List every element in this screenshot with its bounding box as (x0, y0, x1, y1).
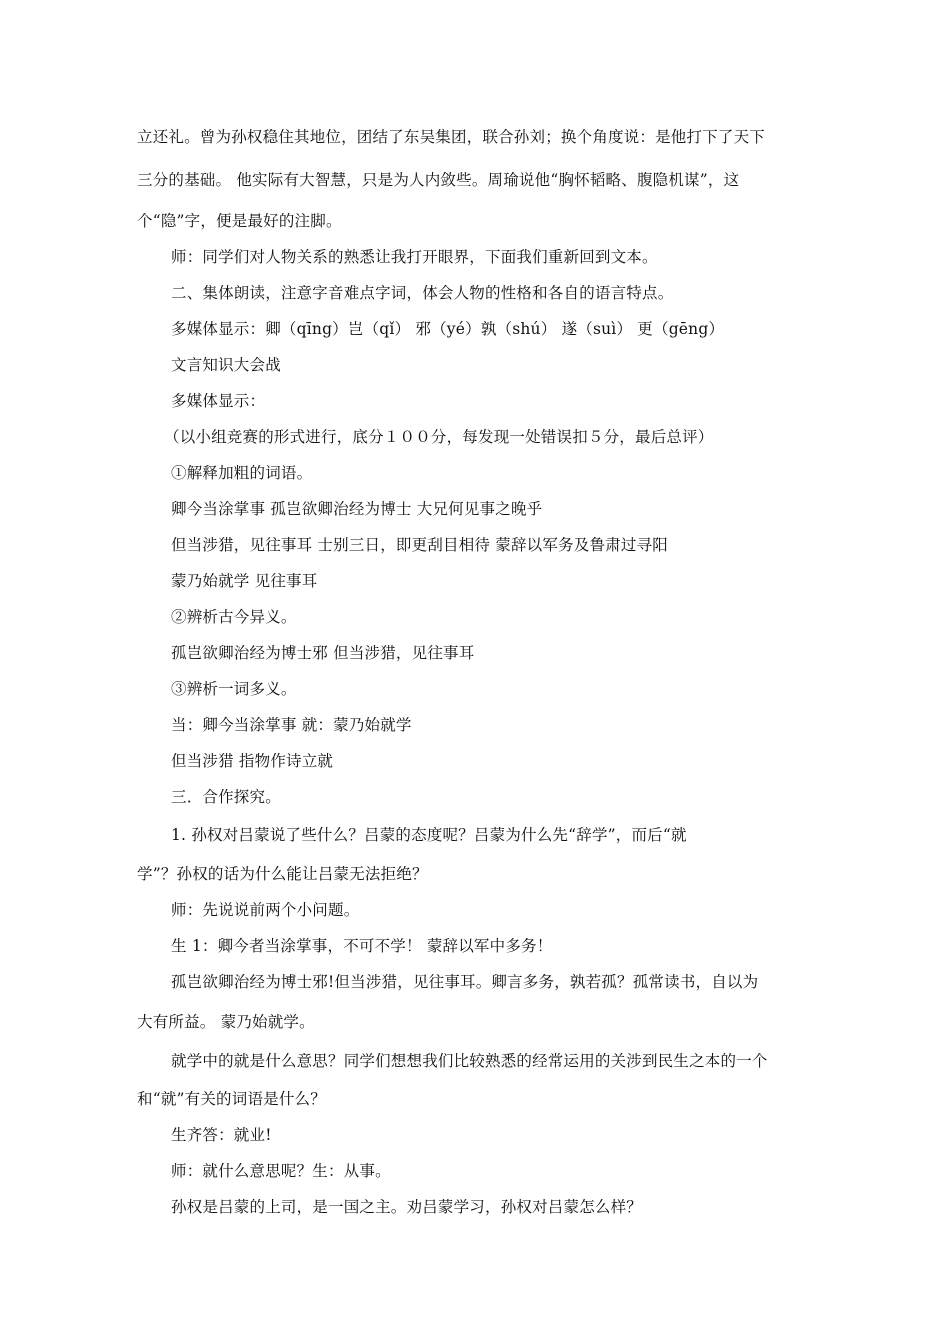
text-line: ③辨析一词多义。 (171, 680, 297, 698)
text-line: 蒙乃始就学 见往事耳 (171, 572, 318, 590)
text-line: 孤岂欲卿治经为博士邪 但当涉猎，见往事耳 (171, 644, 475, 662)
text-line: 个“隐”字，便是最好的注脚。 (137, 212, 342, 230)
text-line: （以小组竞赛的形式进行，底分１００分，每发现一处错误扣５分，最后总评） (164, 428, 714, 446)
text-line: 立还礼。曾为孙权稳住其地位，团结了东吴集团，联合孙刘；换个角度说：是他打下了天下 (137, 128, 766, 146)
text-line: 多媒体显示： (171, 392, 266, 410)
text-line: ②辨析古今异义。 (171, 608, 297, 626)
text-line: 但当涉猎，见往事耳 士别三日，即更刮目相待 蒙辞以军务及鲁肃过寻阳 (171, 536, 668, 554)
text-line: 1. 孙权对吕蒙说了些什么？吕蒙的态度呢？吕蒙为什么先“辞学”，而后“就 (171, 826, 687, 844)
text-line: 师：同学们对人物关系的熟悉让我打开眼界，下面我们重新回到文本。 (171, 248, 658, 266)
text-line: 文言知识大会战 (171, 356, 281, 374)
text-line: 但当涉猎 指物作诗立就 (171, 752, 334, 770)
text-line: ①解释加粗的词语。 (171, 464, 313, 482)
text-line: 学”？孙权的话为什么能让吕蒙无法拒绝？ (137, 865, 428, 883)
text-line: 和“就”有关的词语是什么？ (137, 1090, 326, 1108)
text-line: 当：卿今当涂掌事 就：蒙乃始就学 (171, 716, 412, 734)
text-line: 就学中的就是什么意思？同学们想想我们比较熟悉的经常运用的关涉到民生之本的一个 (171, 1052, 768, 1070)
text-line: 师：先说说前两个小问题。 (171, 901, 360, 919)
text-line: 二、集体朗读，注意字音难点字词，体会人物的性格和各自的语言特点。 (171, 284, 674, 302)
text-line: 卿今当涂掌事 孤岂欲卿治经为博士 大兄何见事之晚乎 (171, 500, 543, 518)
text-line: 大有所益。 蒙乃始就学。 (137, 1013, 315, 1031)
text-line: 生 1：卿今者当涂掌事，不可不学！ 蒙辞以军中多务！ (171, 937, 553, 955)
text-line: 孙权是吕蒙的上司，是一国之主。劝吕蒙学习，孙权对吕蒙怎么样？ (171, 1198, 643, 1216)
text-line: 生齐答：就业! (171, 1126, 272, 1144)
text-line: 师：就什么意思呢？生：从事。 (171, 1162, 391, 1180)
text-line: 多媒体显示：卿（qīng）岂（qǐ） 邪（yé）孰（shú） 遂（suì） 更（gēng） (171, 320, 725, 338)
text-line: 三．合作探究。 (171, 788, 281, 806)
text-line: 三分的基础。 他实际有大智慧，只是为人内敛些。周瑜说他“胸怀韬略、腹隐机谋”，这 (137, 171, 740, 189)
text-line: 孤岂欲卿治经为博士邪!但当涉猎，见往事耳。卿言多务，孰若孤？孤常读书，自以为 (171, 973, 759, 991)
